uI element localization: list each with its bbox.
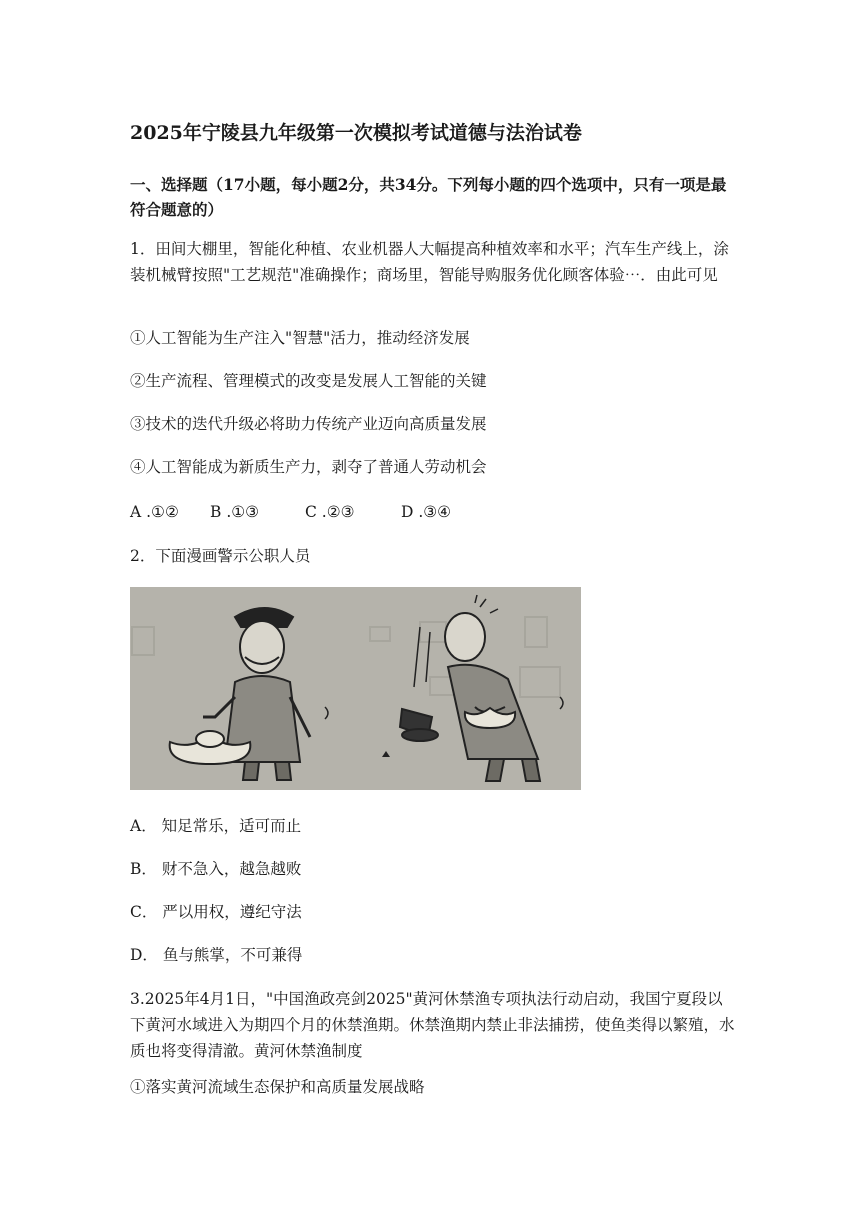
cartoon-image: [130, 587, 581, 790]
q1-option-d[interactable]: D .③④: [401, 503, 452, 521]
q1-option-b[interactable]: B .①③: [210, 503, 260, 521]
section-heading: 一、选择题（17小题，每小题2分，共34分。下列每小题的四个选项中，只有一项是最符合题意的）: [130, 175, 727, 219]
q3-stem: 3.2025年4月1日，"中国渔政亮剑2025"黄河休禁渔专项执法行动启动，我国宁夏段以下黄河水域进入为期四个月的休禁渔期。休禁渔期内禁止非法捕捞，使鱼类得以繁殖，水质也将变得清澈。黄河休禁渔制度: [130, 990, 735, 1060]
q2-option-d[interactable]: D． 鱼与熊掌，不可兼得: [130, 946, 303, 964]
document-title: 2025年宁陵县九年级第一次模拟考试道德与法治试卷: [130, 122, 582, 144]
q1-option-a[interactable]: A .①②: [130, 503, 179, 521]
q1-options: [130, 499, 451, 525]
q1-statement-1: ①人工智能为生产注入"智慧"活力，推动经济发展: [130, 329, 470, 347]
q2-option-a[interactable]: A． 知足常乐，适可而止: [130, 817, 302, 835]
q1-statement-4: ④人工智能成为新质生产力，剥夺了普通人劳动机会: [130, 458, 487, 476]
q1-option-c[interactable]: C .②③: [305, 503, 355, 521]
q2-option-b[interactable]: B． 财不急入，越急越败: [130, 860, 302, 878]
q3-statement-1: ①落实黄河流域生态保护和高质量发展战略: [130, 1078, 425, 1096]
q1-statement-3: ③技术的迭代升级必将助力传统产业迈向高质量发展: [130, 415, 487, 433]
q2-stem: 2．下面漫画警示公职人员: [130, 547, 311, 565]
q1-stem: 1．田间大棚里，智能化种植、农业机器人大幅提高种植效率和水平；汽车生产线上，涂装机械臂按照"工艺规范"准确操作；商场里，智能导购服务优化顾客体验⋯．由此可见: [130, 240, 729, 284]
q2-option-c[interactable]: C． 严以用权，遵纪守法: [130, 903, 302, 921]
q1-statement-2: ②生产流程、管理模式的改变是发展人工智能的关键: [130, 372, 487, 390]
